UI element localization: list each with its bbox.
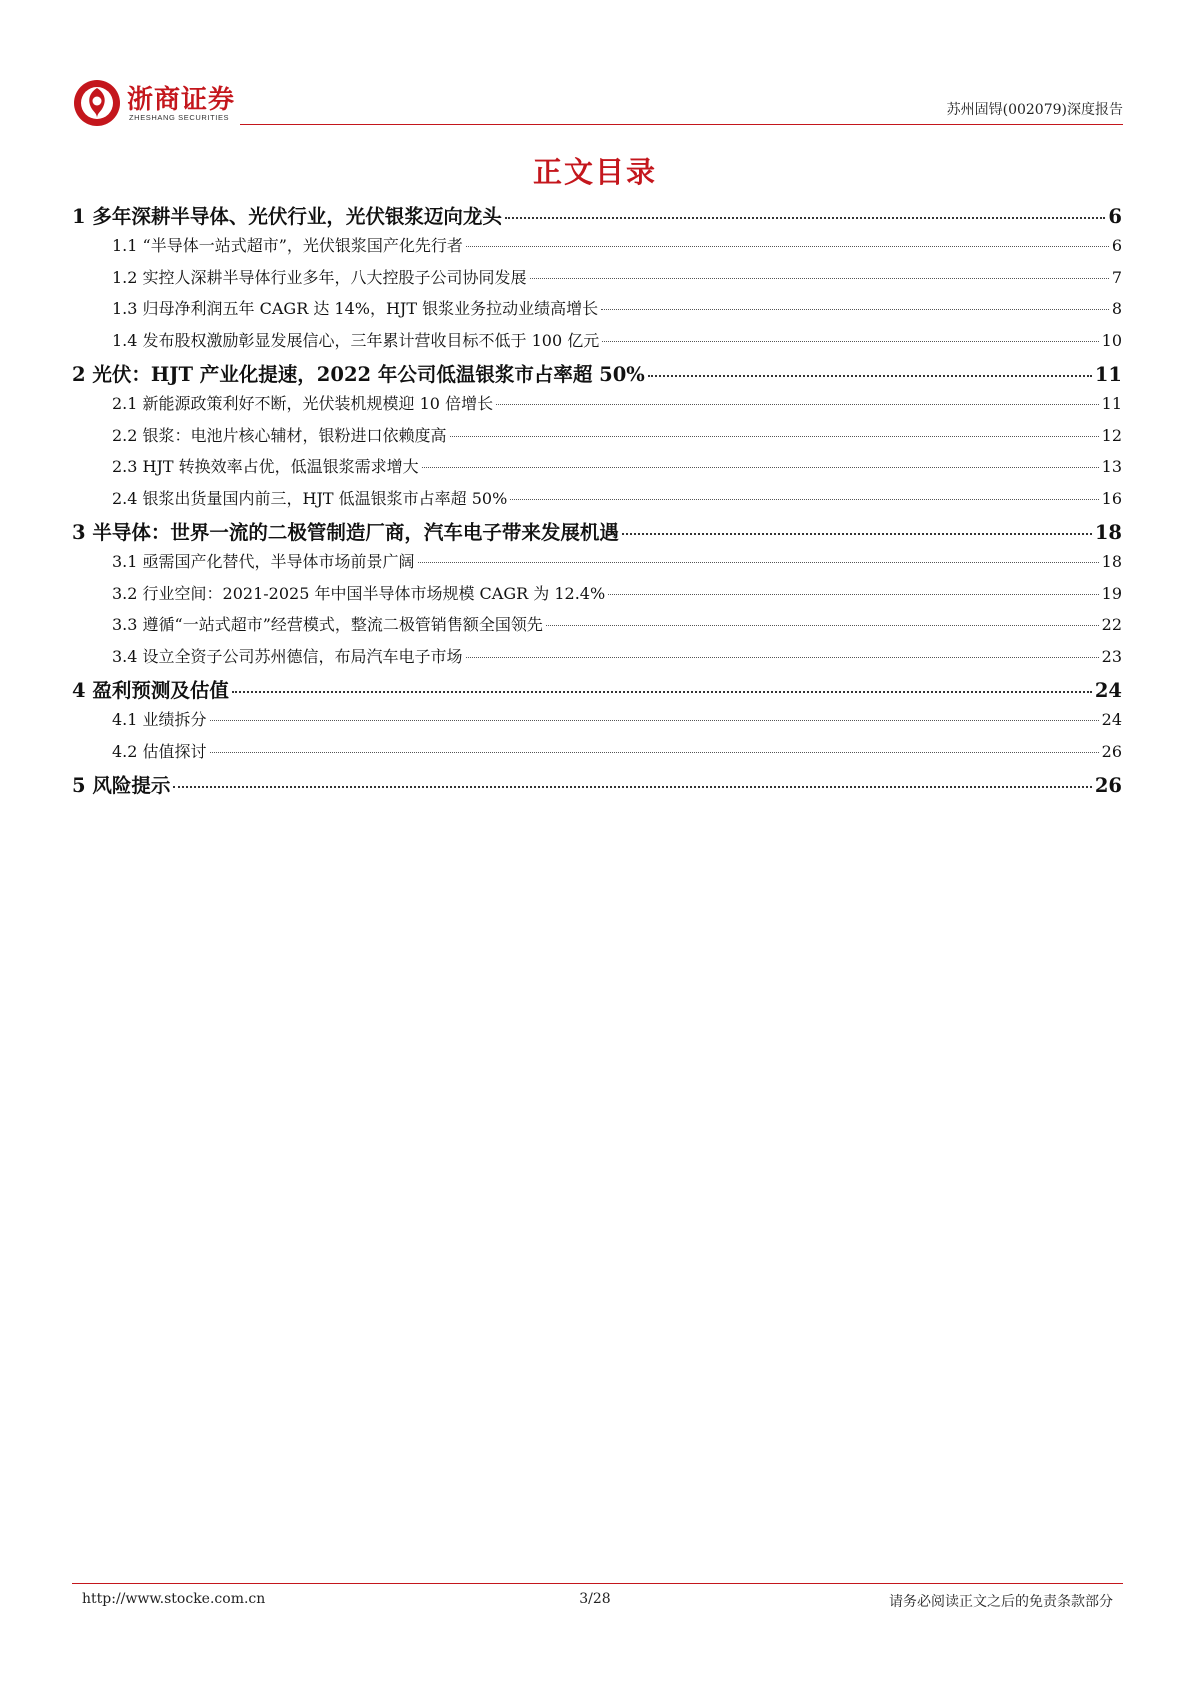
toc-entry-label: 3.2 行业空间：2021-2025 年中国半导体市场规模 CAGR 为 12.4%: [112, 583, 606, 603]
toc-entry-page: 18: [1094, 521, 1122, 544]
toc-entry-label: 3.4 设立全资子公司苏州德信，布局汽车电子市场: [112, 646, 463, 666]
toc-section-entry[interactable]: [72, 359, 1122, 391]
toc-dot-leader: [466, 657, 1099, 658]
toc-section-entry[interactable]: [72, 517, 1122, 549]
toc-entry-page: 11: [1094, 363, 1122, 386]
toc-dot-leader: [601, 309, 1109, 310]
toc-section-entry[interactable]: [72, 201, 1122, 233]
logo-chinese-name: 浙商证券: [127, 85, 236, 115]
toc-dot-leader: [648, 375, 1092, 377]
toc-entry-page: 6: [1111, 236, 1122, 255]
toc-subsection-entry[interactable]: [72, 644, 1122, 676]
toc-entry-label: 1.1 “半导体一站式超市”，光伏银浆国产化先行者: [112, 236, 463, 255]
table-of-contents: [72, 201, 1122, 802]
toc-subsection-entry[interactable]: [72, 391, 1122, 423]
toc-subsection-entry[interactable]: [72, 423, 1122, 455]
footer-url[interactable]: http://www.stocke.com.cn: [82, 1591, 266, 1607]
toc-entry-page: 12: [1101, 425, 1122, 445]
toc-entry-page: 24: [1101, 710, 1122, 729]
toc-section-entry[interactable]: [72, 770, 1122, 802]
toc-entry-page: 22: [1101, 615, 1122, 634]
footer-page-number: 3/28: [579, 1591, 611, 1607]
toc-dot-leader: [173, 786, 1092, 788]
header-divider: [240, 124, 1123, 125]
footer-disclaimer: 请务必阅读正文之后的免责条款部分: [889, 1594, 1113, 1610]
toc-dot-leader: [450, 436, 1099, 437]
toc-entry-label: 2.3 HJT 转换效率占优，低温银浆需求增大: [112, 457, 419, 476]
toc-entry-label: 4.2 估值探讨: [112, 741, 207, 761]
toc-entry-label: 2.4 银浆出货量国内前三，HJT 低温银浆市占率超 50%: [112, 488, 508, 508]
toc-entry-page: 10: [1101, 330, 1122, 350]
toc-entry-label: 1.3 归母净利润五年 CAGR 达 14%，HJT 银浆业务拉动业绩高增长: [112, 299, 599, 318]
toc-dot-leader: [496, 404, 1099, 405]
toc-dot-leader: [418, 562, 1099, 563]
toc-subsection-entry[interactable]: [72, 549, 1122, 581]
toc-entry-label: 2.2 银浆：电池片核心辅材，银粉进口依赖度高: [112, 425, 447, 445]
toc-subsection-entry[interactable]: [72, 328, 1122, 360]
toc-dot-leader: [510, 499, 1098, 500]
toc-subsection-entry[interactable]: [72, 707, 1122, 739]
toc-entry-label: 1.2 实控人深耕半导体行业多年，八大控股子公司协同发展: [112, 267, 527, 287]
toc-subsection-entry[interactable]: [72, 296, 1122, 328]
toc-entry-label: 2 光伏：HJT 产业化提速，2022 年公司低温银浆市占率超 50%: [72, 363, 645, 386]
toc-entry-page: 18: [1101, 552, 1122, 571]
toc-entry-label: 4.1 业绩拆分: [112, 710, 207, 729]
toc-subsection-entry[interactable]: [72, 581, 1122, 613]
company-logo: [73, 77, 236, 129]
toc-entry-label: 1.4 发布股权激励彰显发展信心，三年累计营收目标不低于 100 亿元: [112, 330, 600, 350]
toc-subsection-entry[interactable]: [72, 454, 1122, 486]
toc-subsection-entry[interactable]: [72, 612, 1122, 644]
toc-entry-page: 16: [1101, 488, 1122, 508]
toc-section-entry[interactable]: [72, 675, 1122, 707]
toc-dot-leader: [466, 246, 1109, 247]
toc-entry-page: 13: [1101, 457, 1122, 476]
toc-dot-leader: [546, 625, 1099, 626]
toc-dot-leader: [530, 278, 1109, 279]
toc-title: 正文目录: [532, 155, 657, 189]
toc-entry-page: 6: [1108, 205, 1122, 228]
logo-english-name: ZHESHANG SECURITIES: [129, 113, 230, 122]
toc-dot-leader: [210, 752, 1099, 753]
toc-dot-leader: [622, 533, 1092, 535]
toc-subsection-entry[interactable]: [72, 739, 1122, 771]
toc-entry-label: 3.3 遵循“一站式超市”经营模式，整流二极管销售额全国领先: [112, 615, 543, 634]
toc-entry-page: 7: [1111, 267, 1122, 287]
toc-entry-page: 23: [1101, 646, 1122, 666]
toc-dot-leader: [602, 341, 1098, 342]
zheshang-logo-icon: [73, 79, 121, 127]
toc-dot-leader: [210, 720, 1099, 721]
toc-subsection-entry[interactable]: [72, 486, 1122, 518]
report-title: 苏州固锝(002079)深度报告: [946, 102, 1123, 118]
toc-entry-page: 24: [1094, 679, 1122, 702]
toc-dot-leader: [505, 217, 1106, 219]
toc-entry-page: 8: [1111, 299, 1122, 318]
footer-divider: [72, 1583, 1123, 1584]
toc-entry-label: 4 盈利预测及估值: [72, 679, 229, 702]
toc-entry-page: 19: [1101, 583, 1122, 603]
toc-entry-label: 3.1 亟需国产化替代，半导体市场前景广阔: [112, 552, 415, 571]
toc-entry-label: 2.1 新能源政策利好不断，光伏装机规模迎 10 倍增长: [112, 394, 494, 413]
toc-entry-label: 1 多年深耕半导体、光伏行业，光伏银浆迈向龙头: [72, 205, 502, 228]
toc-entry-page: 26: [1101, 741, 1122, 761]
toc-entry-page: 11: [1101, 394, 1122, 413]
toc-entry-label: 5 风险提示: [72, 774, 171, 797]
toc-dot-leader: [232, 691, 1092, 693]
toc-subsection-entry[interactable]: [72, 233, 1122, 265]
toc-entry-label: 3 半导体：世界一流的二极管制造厂商，汽车电子带来发展机遇: [72, 521, 619, 544]
toc-entry-page: 26: [1094, 774, 1122, 797]
toc-subsection-entry[interactable]: [72, 265, 1122, 297]
toc-dot-leader: [422, 467, 1099, 468]
toc-dot-leader: [608, 594, 1098, 595]
